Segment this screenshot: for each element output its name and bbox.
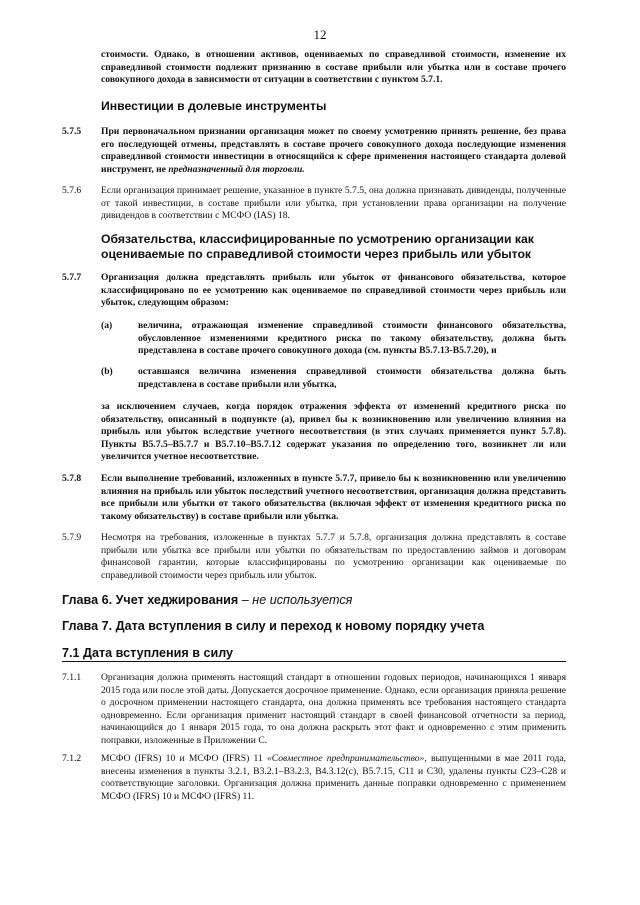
paragraph-5-7-7-tail: за исключением случаев, когда порядок отражения эффекта от изменений кредитного риска по обязательству, описанный в подпункте (a), привел бы к возникновению или увеличению влияния на прибыль или убыток вследствие учетного несоответствия (в этих случаях применяется пункт 5.7.8). Пункты B5.7.5–B5.7.7 и B5.7.10–B5.7.12 содержат указания по определению того, возникнет ли или увеличится учетное несоответствие.	[101, 401, 566, 463]
chapter-6-title: Глава 6. Учет хеджирования	[62, 593, 239, 607]
section-7-1-heading: 7.1 Дата вступления в силу	[62, 645, 566, 662]
paragraph-number-5-7-8: 5.7.8	[62, 473, 82, 484]
paragraph-7-1-2-pre: МСФО (IFRS) 10 и МСФО (IFRS) 11	[101, 753, 267, 764]
paragraph-number-7-1-1: 7.1.1	[62, 672, 82, 683]
paragraph-5-7-7: Организация должна представлять прибыль или убыток от финансового обязательства, которое классифицировано по ее усмотрению как оцениваемое по справедливой стоимости через прибыль или убыток, следующим образом:	[101, 272, 566, 309]
page-number: 12	[313, 27, 327, 42]
paragraph-7-1-2	[101, 753, 566, 803]
chapter-7-heading: Глава 7. Дата вступления в силу и переход к новому порядку учета	[62, 619, 485, 633]
heading-equity-investments: Инвестиции в долевые инструменты	[101, 99, 327, 113]
item-b-label: (b)	[101, 366, 113, 377]
paragraph-5-7-5-text: При первоначальном признании организация может по своему усмотрению принять решение, без права его последующей отмены, представлять в составе прочего совокупного дохода последующие изменения справедливой стоимости инвестиции в относящийся к сфере применения настоящего стандарта долевой инструмент, не	[101, 126, 566, 175]
paragraph-number-5-7-7: 5.7.7	[62, 272, 82, 283]
intro-paragraph: стоимости. Однако, в отношении активов, оцениваемых по справедливой стоимости, изменение их справедливой стоимости подлежит признанию в составе прибыли или убытка или в составе прочего совокупного дохода в зависимости от ситуации в соответствии с пунктом 5.7.1.	[101, 49, 566, 86]
paragraph-number-5-7-9: 5.7.9	[62, 532, 82, 543]
paragraph-number-7-1-2: 7.1.2	[62, 753, 82, 764]
paragraph-number-5-7-6: 5.7.6	[62, 185, 82, 196]
paragraph-5-7-5-italic: предназначенный для торговли.	[168, 163, 305, 175]
paragraph-5-7-8: Если выполнение требований, изложенных в пункте 5.7.7, привело бы к возникновению или увеличению влияния на прибыль или убыток последствий учетного несоответствия, организация должна представить все прибыли или убытки от такого обязательства (включая эффект от изменения кредитного риска по такому обязательству) в составе прибыли или убытка.	[101, 473, 566, 522]
paragraph-7-1-1: Организация должна применять настоящий стандарт в отношении годовых периодов, начинающихся 1 января 2015 года или после этой даты. Допускается досрочное применение. Однако, если организация приняла решение о досрочном применении настоящего стандарта, она должна применять все требования настоящего стандарта одновременно. Если организация применит настоящий стандарт в своей финансовой отчетности за период, начинающийся до 1 января 2015 года, то она должна раскрыть этот факт и одновременно с этим применить поправки, изложенные в Приложении С.	[101, 672, 566, 746]
item-a-label: (a)	[101, 320, 113, 331]
item-a-text: величина, отражающая изменение справедливой стоимости финансового обязательства, обусловленное изменениями кредитного риска по такому обязательству, должна быть представлена в составе прочего совокупного дохода (см. пункты B5.7.13-B5.7.20), и	[138, 320, 566, 357]
chapter-6-note: – не используется	[238, 593, 353, 607]
paragraph-7-1-2-post: , выпущенными в мае 2011 года, внесены изменения в пункты 3.2.1, B3.2.1–B3.2.3, B4.3.12(c), B5.7.15, C11 и C30, удалены пункты C23–C28 и соответствующие заголовки. Организация должна применить данные поправки одновременно с применением МСФО (IFRS) 10 и МСФО (IFRS) 11.	[101, 753, 566, 802]
paragraph-7-1-2-italic: «Совместное предпринимательство»	[266, 753, 425, 764]
paragraph-5-7-5	[101, 126, 566, 176]
chapter-6-heading	[62, 592, 566, 608]
paragraph-5-7-6: Если организация принимает решение, указанное в пункте 5.7.5, она должна признавать дивиденды, полученные от такой инвестиции, в составе прибыли или убытка, при установлении права организации на получение дивидендов в соответствии с МСФО (IAS) 18.	[101, 185, 566, 222]
heading-liabilities-fvtpl: Обязательства, классифицированные по усмотрению организации как оцениваемые по справедливой стоимости через прибыль или убыток	[101, 232, 534, 261]
paragraph-5-7-9: Несмотря на требования, изложенные в пунктах 5.7.7 и 5.7.8, организация должна представлять в составе прибыли или убытка все прибыли или убытки по обязательствам по предоставлению займов и договорам финансовой гарантии, которые классифицированы по усмотрению организации как оцениваемые по справедливой стоимости через прибыль или убыток.	[101, 532, 566, 581]
paragraph-number-5-7-5: 5.7.5	[62, 126, 82, 137]
item-b-text: оставшаяся величина изменения справедливой стоимости обязательства должна быть представлена в составе прибыли или убытка,	[138, 366, 566, 390]
